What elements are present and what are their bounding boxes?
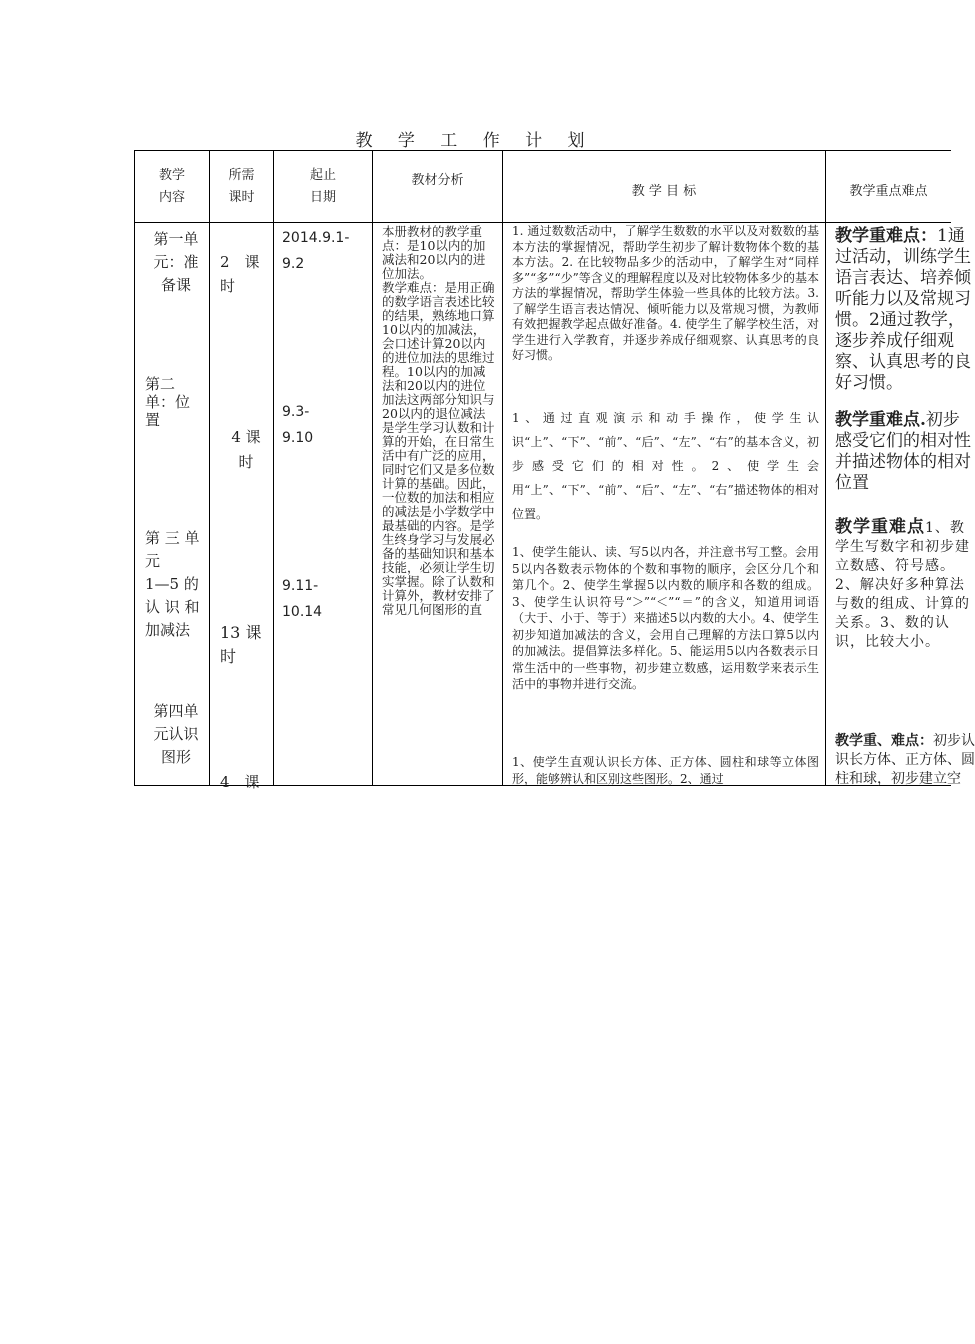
unit-2-key-points: 教学重难点.初步感受它们的相对性并描述物体的相对位置 bbox=[835, 410, 971, 493]
unit-2-dates: 9.3-9.10 bbox=[282, 404, 314, 446]
page-title: 教 学 工 作 计 划 bbox=[355, 131, 595, 151]
unit-1-hours: 2 课时 bbox=[220, 253, 260, 295]
unit-2-name: 第二 单：位 置 bbox=[145, 375, 191, 429]
unit-2-hours: 4 课 时 bbox=[231, 428, 261, 471]
unit-1-dates: 2014.9.1-9.2 bbox=[282, 230, 350, 272]
hours-column bbox=[210, 223, 273, 791]
unit-4-goals: 1、使学生直观认识长方体、正方体、圆柱和球等立体图形，能够辨认和区别这些图形。2、通过 bbox=[512, 755, 819, 786]
header-key-points: 教学重点难点 bbox=[849, 183, 928, 199]
unit-1-name: 第一单 元：准 备课 bbox=[153, 230, 199, 294]
unit-2-goals: 1、通过直观演示和动手操作，使学生认识“上”、“下”、“前”、“后”、“左”、“右”的基本含义，初步感受它们的相对性。2、使学生会用“上”、“下”、“前”、“后”、“左”、“右”描述物体的相对位置。 bbox=[512, 411, 819, 521]
header-goals: 教 学 目 标 bbox=[631, 183, 697, 199]
units-column bbox=[135, 223, 209, 785]
header-hours: 所需 课时 bbox=[228, 167, 255, 205]
header-analysis: 教材分析 bbox=[411, 173, 464, 188]
header-content: 教学 内容 bbox=[158, 167, 185, 205]
unit-3-hours: 13 课时 bbox=[220, 623, 262, 666]
plan-table bbox=[134, 150, 975, 791]
goals-column bbox=[512, 224, 819, 785]
key-points-column bbox=[835, 224, 975, 785]
unit-1-key-points: 教学重难点：1通过活动，训练学生语言表达、培养倾听能力以及常规习惯。2通过教学，逐步养成仔细观察、认真思考的良好习惯。 bbox=[835, 226, 971, 393]
unit-4-hours: 4 课 bbox=[220, 773, 260, 791]
unit-3-dates: 9.11-10.14 bbox=[282, 578, 323, 620]
unit-3-name: 第 三 单 元 1—5 的 认 识 和 加减法 bbox=[145, 529, 200, 639]
unit-3-goals: 1、使学生能认、读、写5以内各，并注意书写工整。会用5以内各数表示物体的个数和事物的顺序，会区分几个和第几个。2、使学生掌握5以内数的顺序和各数的组成。3、使学生认识符号“＞”“＜”“＝”的含义，知道用词语（大于、小于、等于）来描述5以内数的大小。4、使学生初步知道加减法的含义，会用自己理解的方法口算5以内的加减法。提倡算法多样化。5、能运用5以内各数表示日常生活中的一些事物，初步建立数感，运用数学来表示生活中的事物并进行交流。 bbox=[512, 545, 819, 691]
dates-column bbox=[274, 223, 372, 785]
unit-4-name: 第四单 元认识 图形 bbox=[153, 702, 199, 766]
unit-4-key-points: 教学重、难点：初步认识长方体、正方体、圆柱和球，初步建立空 bbox=[835, 733, 975, 787]
unit-1-goals: 1. 通过数数活动中，了解学生数数的水平以及对数数的基本方法的掌握情况，帮助学生初步了解计数物体个数的基本方法。2. 在比较物品多少的活动中，了解学生对“同样多”“多”“少”等含义的理解程度以及对比较物体多少的基本方法的掌握情况，帮助学生体验一些具体的比较方法。3. 了解学生语言表达情况、倾听能力以及常规习惯，为教师有效把握教学起点做好准备。4. 使学生了解学校生活，对学生进行入学教育，并逐步养成仔细观察、认真思考的良好习惯。 bbox=[512, 224, 819, 362]
unit-3-key-points: 教学重难点1、教学生写数字和初步建立数感、符号感。2、解决好多种算法与数的组成、计算的关系。3、数的认识，比较大小。 bbox=[835, 517, 970, 650]
analysis-text: 本册教材的教学重点：是10以内的加减法和20以内的进位加法。 教学难点：是用正确的数学语言表述比较的结果，熟练地口算10以内的加减法，会口述计算20以内的进位加法的思维过程。10以内的加减法和20以内的进位加法这两部分知识与20以内的退位减法是学生学习认数和计算的开始，在日常生活中有广泛的应用，同时它们又是多位数计算的基础。因此，一位数的加法和相应的减法是小学数学中最基础的内容。是学生终身学习与发展必备的基础知识和基本技能，必须让学生切实掌握。除了认数和计算外，教材安排了常见几何图形的直 bbox=[382, 224, 495, 617]
header-dates: 起止 日期 bbox=[309, 167, 336, 205]
